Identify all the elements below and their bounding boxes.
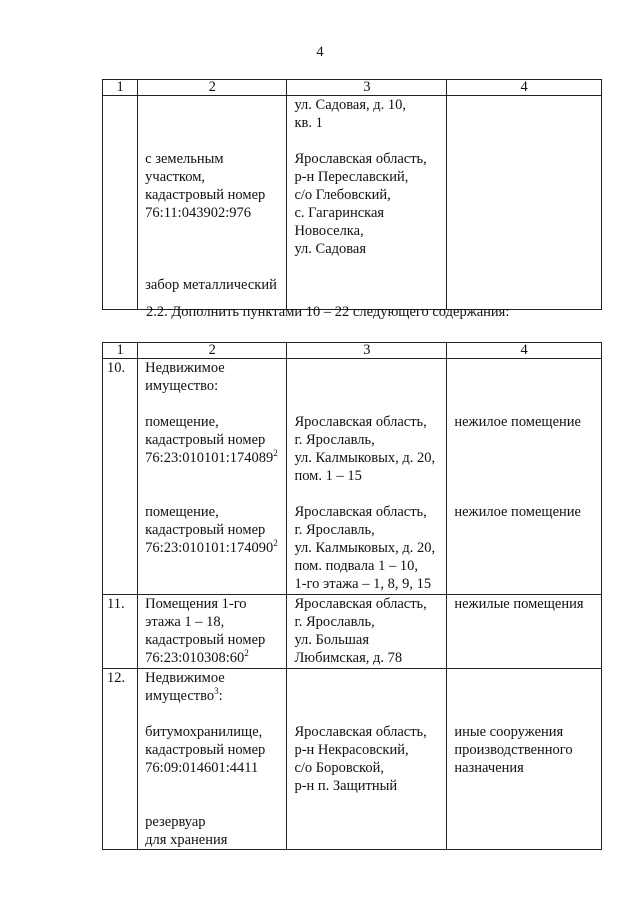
text-line: Ярославская область, <box>294 724 427 740</box>
text-line: имущество$^3$: <box>145 686 223 704</box>
text-line: ул. Калмыковых, д. 20, <box>294 540 436 556</box>
type-cell <box>447 359 602 595</box>
type-cell <box>447 669 602 850</box>
text-line: г. Ярославль, <box>294 432 375 448</box>
text-line: р-н Переславский, <box>294 169 409 185</box>
text-line: р-н Некрасовский, <box>294 742 409 758</box>
cadastral-number: 76:11:043902:976 <box>145 205 251 221</box>
text-line: ул. Садовая <box>294 241 367 257</box>
text-line: для хранения <box>145 832 228 848</box>
footnote-mark: 2 <box>273 448 278 459</box>
description-cell <box>138 669 287 850</box>
page-number: 4 <box>316 44 324 60</box>
cadastral-number: 76:23:010101:174089$^2$ <box>145 448 278 466</box>
text-line: с. Гагаринская <box>294 205 385 221</box>
description-cell <box>138 96 287 310</box>
text-line: кадастровый номер <box>145 742 266 758</box>
table-row-10 <box>103 359 602 595</box>
address-cell <box>287 359 447 595</box>
text-line: иные сооружения <box>454 724 564 740</box>
text-line: Ярославская область, <box>294 596 427 612</box>
text-line: битумохранилище, <box>145 724 263 740</box>
header-cell: 1 <box>103 343 138 359</box>
text-line: Помещения 1-го <box>145 596 247 612</box>
text-line: Ярославская область, <box>294 151 427 167</box>
header-cell: 2 <box>138 343 287 359</box>
header-cell: 3 <box>287 80 447 96</box>
text-line: с земельным <box>145 151 224 167</box>
text-line: г. Ярославль, <box>294 522 375 538</box>
text-line: ул. Садовая, д. 10, <box>294 97 407 113</box>
text-line: кадастровый номер <box>145 432 266 448</box>
text-line: помещение, <box>145 414 219 430</box>
text-line: с/о Боровской, <box>294 760 384 776</box>
text-line: кадастровый номер <box>145 522 266 538</box>
description-cell <box>138 359 287 595</box>
text-line: пом. подвала 1 – 10, <box>294 558 418 574</box>
address-cell <box>287 669 447 850</box>
text-line: резервуар <box>145 814 206 830</box>
text-line: Недвижимое <box>145 670 225 686</box>
footnote-mark: 2 <box>244 648 249 659</box>
text-line: нежилое помещение <box>454 414 581 430</box>
text-line: участком, <box>145 169 206 185</box>
cadastral-number: 76:23:010101:174090$^2$ <box>145 538 278 556</box>
text-line: нежилое помещение <box>454 504 581 520</box>
text-line: ул. Калмыковых, д. 20, <box>294 450 436 466</box>
cadastral-number: 76:09:014601:4411 <box>145 760 259 776</box>
footnote-mark: 3 <box>214 686 219 697</box>
text-line: кадастровый номер <box>145 187 266 203</box>
text-line: пом. 1 – 15 <box>294 468 362 484</box>
text-line: ул. Большая <box>294 632 370 648</box>
table-header-row <box>103 80 602 96</box>
text-line: кв. 1 <box>294 115 323 131</box>
cadastral-number: $76:23:010308:60^2$ <box>145 648 249 666</box>
text-line: нежилые помещения <box>454 596 584 612</box>
table-row <box>103 96 602 310</box>
text-line: этажа 1 – 18, <box>145 614 225 630</box>
number-cell <box>103 96 138 310</box>
intro-paragraph: 2.2. Дополнить пунктами 10 – 22 следующего содержания: <box>146 304 510 320</box>
header-cell: 3 <box>287 343 447 359</box>
header-cell: 4 <box>447 80 602 96</box>
row-number: 10. <box>103 359 138 595</box>
header-cell: 4 <box>447 343 602 359</box>
text-line: с/о Глебовский, <box>294 187 391 203</box>
text-line: р-н п. Защитный <box>294 778 398 794</box>
text-line: забор металлический <box>145 277 277 293</box>
description-cell <box>138 595 287 669</box>
table-row-12 <box>103 669 602 850</box>
text-line: Недвижимое <box>145 360 225 376</box>
continued-table <box>102 79 602 310</box>
text-line: кадастровый номер <box>145 632 266 648</box>
table-row-11 <box>103 595 602 669</box>
text-line: 1-го этажа – 1, 8, 9, 15 <box>294 576 432 592</box>
text-line: Любимская, д. 78 <box>294 650 403 666</box>
text-line: Новоселка, <box>294 223 364 239</box>
header-cell: 2 <box>138 80 287 96</box>
type-cell <box>447 96 602 310</box>
main-table <box>102 342 602 850</box>
row-number: 11. <box>103 595 138 669</box>
text-line: помещение, <box>145 504 219 520</box>
header-cell: 1 <box>103 80 138 96</box>
table-header-row <box>103 343 602 359</box>
text-line: назначения <box>454 760 524 776</box>
footnote-mark: 2 <box>273 538 278 549</box>
text-line: производственного <box>454 742 573 758</box>
text-line: имущество: <box>145 378 219 394</box>
row-number: 12. <box>103 669 138 850</box>
text-line: г. Ярославль, <box>294 614 375 630</box>
text-line: Ярославская область, <box>294 504 427 520</box>
address-cell <box>287 96 447 310</box>
address-cell <box>287 595 447 669</box>
type-cell <box>447 595 602 669</box>
text-line: Ярославская область, <box>294 414 427 430</box>
